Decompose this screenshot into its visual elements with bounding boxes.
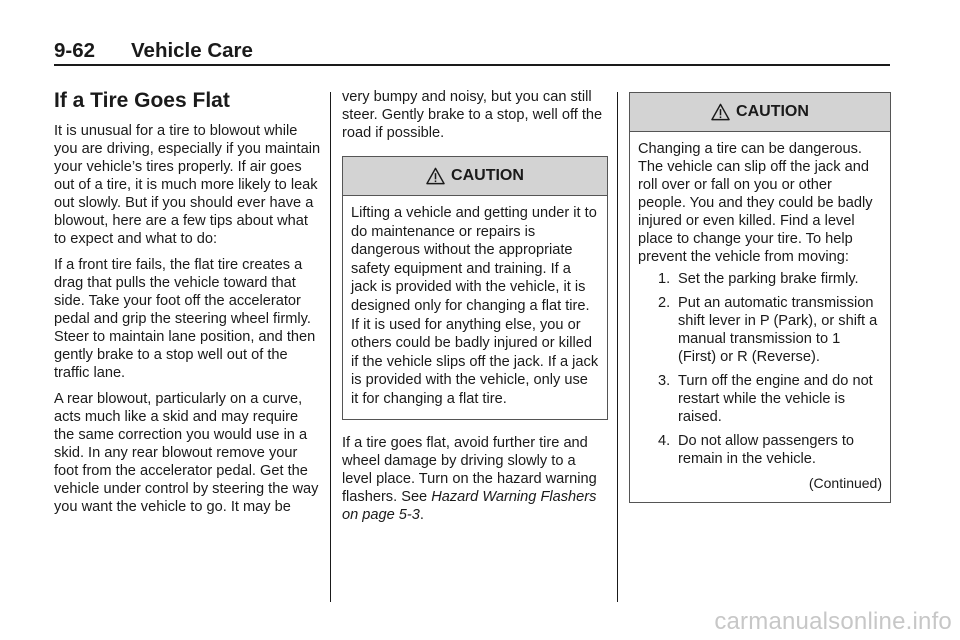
caution-box <box>629 92 891 503</box>
caution-box <box>342 156 608 420</box>
caution-intro: Changing a tire can be dangerous. The vehicle can slip off the jack and roll over or fall on you or other people. You and they could be badly injured or even killed. Find a level place to change your tire. To help prevent the vehicle from moving: <box>638 141 873 265</box>
warning-triangle-icon <box>711 103 730 121</box>
chapter-title: Vehicle Care <box>131 39 253 62</box>
list-item <box>638 372 882 426</box>
paragraph <box>342 434 608 524</box>
list-item <box>638 294 882 366</box>
caution-header <box>630 93 890 132</box>
column-2 <box>342 88 608 532</box>
caution-label: CAUTION <box>451 167 524 184</box>
warning-triangle-icon <box>426 167 445 185</box>
section-title: If a Tire Goes Flat <box>54 89 230 112</box>
caution-steps <box>638 270 882 468</box>
page-header <box>54 36 890 66</box>
paragraph-end: . <box>419 506 424 523</box>
list-item <box>638 432 882 468</box>
column-3 <box>629 92 891 513</box>
paragraph-text: If a tire goes flat, avoid further tire and wheel damage by driving slowly to a level place. Turn on the hazard warning flashers. See <box>342 434 597 505</box>
paragraph: A rear blowout, particularly on a curve, acts much like a skid and may require the same correction you would use in a skid. In any rear blowout remove your foot from the accelerator pedal. Get the vehicle under control by steering the way you want the vehicle to go. It may be <box>54 391 319 515</box>
watermark: carmanualsonline.info <box>714 608 952 635</box>
paragraph: It is unusual for a tire to blowout while you are driving, especially if you maintain your vehicle’s tires properly. If air goes out of a tire, it is much more likely to leak out slowly. But if you should ever have a blowout, here are a few tips about what to expect and what to do: <box>54 123 321 247</box>
step-number: 2. <box>658 295 671 311</box>
continued-label: (Continued) <box>808 475 882 491</box>
step-text: Set the parking brake firmly. <box>678 271 859 287</box>
header-rule <box>54 64 890 66</box>
caution-label: CAUTION <box>736 103 809 120</box>
step-text: Turn off the engine and do not restart while the vehicle is raised. <box>678 373 873 425</box>
column-1 <box>54 86 322 524</box>
caution-body <box>630 132 890 502</box>
step-number: 1. <box>658 271 671 287</box>
step-number: 3. <box>658 373 671 389</box>
page-number: 9-62 <box>54 39 96 62</box>
caution-header <box>343 157 607 196</box>
column-divider-2 <box>617 92 618 602</box>
step-text: Do not allow passengers to remain in the vehicle. <box>678 433 855 467</box>
paragraph-continued: very bumpy and noisy, but you can still steer. Gently brake to a stop, well off the road if possible. <box>342 89 603 141</box>
column-divider-1 <box>330 92 331 602</box>
paragraph: If a front tire fails, the flat tire creates a drag that pulls the vehicle toward that side. Take your foot off the accelerator pedal and grip the steering wheel firmly. Steer to maintain lane position, and then gently brake to a stop well out of the traffic lane. <box>54 257 316 381</box>
cross-reference-link[interactable]: Hazard Warning Flashers on page 5-3 <box>342 488 597 523</box>
step-text: Put an automatic transmission shift lever in P (Park), or shift a manual transmission to 1 (First) or R (Reverse). <box>678 295 878 365</box>
caution-body <box>343 196 607 419</box>
list-item <box>638 270 882 288</box>
caution-text: Lifting a vehicle and getting under it to do maintenance or repairs is dangerous without the appropriate safety equipment and training. If a jack is provided with the vehicle, it is designed only for changing a flat tire. If it is used for anything else, you or others could be badly injured or killed if the vehicle slips off the jack. If a jack is provided with the vehicle, only use it for changing a flat tire. <box>351 205 599 407</box>
step-number: 4. <box>658 433 671 449</box>
